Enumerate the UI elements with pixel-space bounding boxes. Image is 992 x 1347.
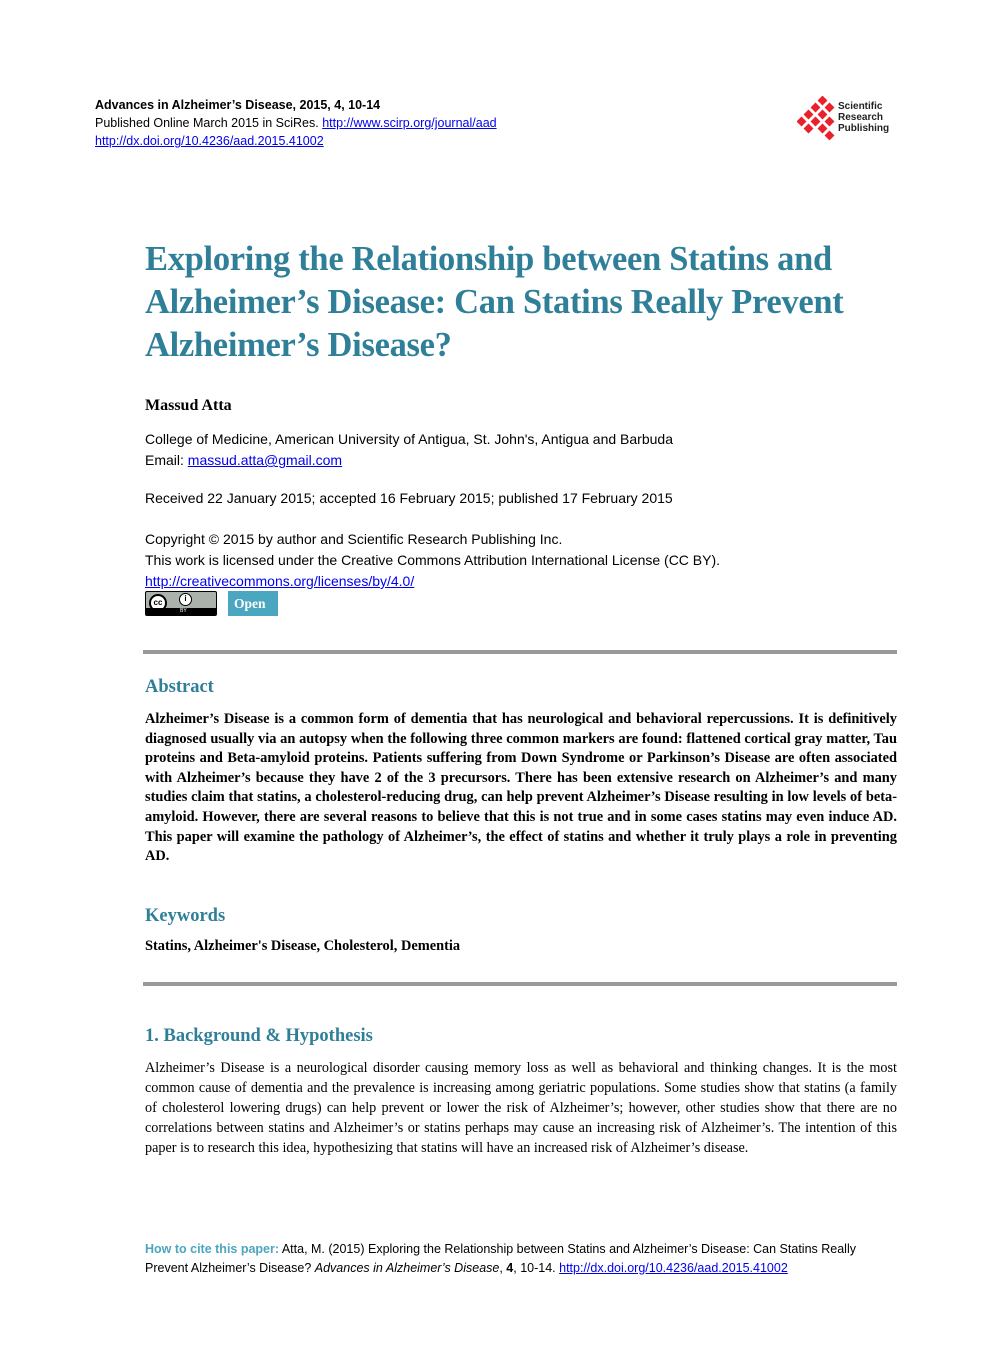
citation-sep: , xyxy=(499,1261,507,1275)
logo-line-1: Scientific xyxy=(838,101,883,112)
cc-icon: cc xyxy=(149,594,167,612)
divider-bottom xyxy=(143,982,897,986)
citation-text: Atta, M. (2015) Exploring the Relationship between Statins and Alzheimer’s Disease: Can Statins Really Prevent Alzheimer’s Disease? xyxy=(145,1242,856,1275)
journal-header xyxy=(95,96,497,150)
citation-volume: 4 xyxy=(506,1261,514,1275)
doi-link[interactable]: http://dx.doi.org/10.4236/aad.2015.41002 xyxy=(95,134,324,148)
citation-journal: Advances in Alzheimer’s Disease xyxy=(314,1261,500,1275)
citation-lead: How to cite this paper: xyxy=(145,1242,280,1256)
by-label: BY xyxy=(180,608,187,614)
logo-wordmark xyxy=(838,101,889,134)
email-label: Email: xyxy=(145,452,188,468)
journal-citation-line: Advances in Alzheimer’s Disease, 2015, 4, 10-14 xyxy=(95,98,381,112)
email-link[interactable]: massud.atta@gmail.com xyxy=(187,452,343,468)
copyright-block xyxy=(145,529,720,592)
publication-dates: Received 22 January 2015; accepted 16 February 2015; published 17 February 2015 xyxy=(145,490,673,506)
section-1-heading: 1. Background & Hypothesis xyxy=(145,1026,373,1046)
section-1-text: Alzheimer’s Disease is a neurological disorder causing memory loss as well as behavioral and thinking changes. It is the most common cause of dementia and the prevalence is increasing among geriatric populations. Some studies show that statins (a family of cholesterol lowering drugs) can help prevent or lower the risk of Alzheimer’s; however, other studies show that there are no correlations between statins and Alzheimer’s or statins perhaps may cause an increasing risk of Alzheimer’s. The intention of this paper is to research this idea, hypothesizing that statins will have an increased risk of Alzheimer’s disease. xyxy=(145,1060,897,1156)
divider-top xyxy=(143,650,897,654)
abstract-heading: Abstract xyxy=(145,677,214,697)
copyright-line: Copyright © 2015 by author and Scientific Research Publishing Inc. xyxy=(145,531,563,547)
author-name: Massud Atta xyxy=(145,397,232,414)
published-text: Published Online March 2015 in SciRes. xyxy=(95,116,323,130)
affiliation: College of Medicine, American University of Antigua, St. John's, Antigua and Barbuda xyxy=(145,431,673,447)
email-line xyxy=(145,450,673,471)
citation-doi-link[interactable]: http://dx.doi.org/10.4236/aad.2015.41002 xyxy=(559,1261,788,1275)
citation-pages: , 10-14. xyxy=(513,1261,560,1275)
author-affiliation-block xyxy=(145,429,673,471)
citation-footer xyxy=(145,1240,897,1278)
abstract-text: Alzheimer’s Disease is a common form of dementia that has neurological and behavioral repercussions. It is definitively diagnosed usually via an autopsy when the following three common markers are found: flattened cortical gray matter, Tau proteins and Beta-amyloid proteins. Patients suffering from Down Syndrome or Parkinson’s Disease are often associated with Alzheimer’s because they have 2 of the 3 precursors. There has been extensive research on Alzheimer’s and many studies claim that statins, a cholesterol-reducing drug, can help prevent Alzheimer’s Disease resulting in low levels of beta-amyloid. However, there are several reasons to believe that this is not true and in some cases statins may even induce AD. This paper will examine the pathology of Alzheimer’s, the effect of statins and whether it truly plays a role in preventing AD. xyxy=(145,711,897,865)
scirp-logo xyxy=(797,96,907,140)
license-url-link[interactable]: http://creativecommons.org/licenses/by/4.0/ xyxy=(145,573,415,589)
keywords-heading: Keywords xyxy=(145,906,226,926)
cc-by-badge[interactable] xyxy=(145,591,217,616)
license-line: This work is licensed under the Creative Commons Attribution International License (CC BY). xyxy=(145,552,721,568)
logo-line-2: Research xyxy=(838,112,884,123)
logo-line-3: Publishing xyxy=(838,123,890,134)
open-access-badge: Open Access xyxy=(228,591,278,616)
keywords-text: Statins, Alzheimer's Disease, Cholesterol, Dementia xyxy=(145,938,461,954)
published-line xyxy=(95,114,497,132)
journal-url-link[interactable]: http://www.scirp.org/journal/aad xyxy=(322,116,497,130)
diamond-cluster-icon xyxy=(797,96,837,140)
paper-title: Exploring the Relationship between Statins and Alzheimer’s Disease: Can Statins Really Prevent Alzheimer’s Disease? xyxy=(145,240,844,364)
attribution-icon: i xyxy=(179,593,192,606)
